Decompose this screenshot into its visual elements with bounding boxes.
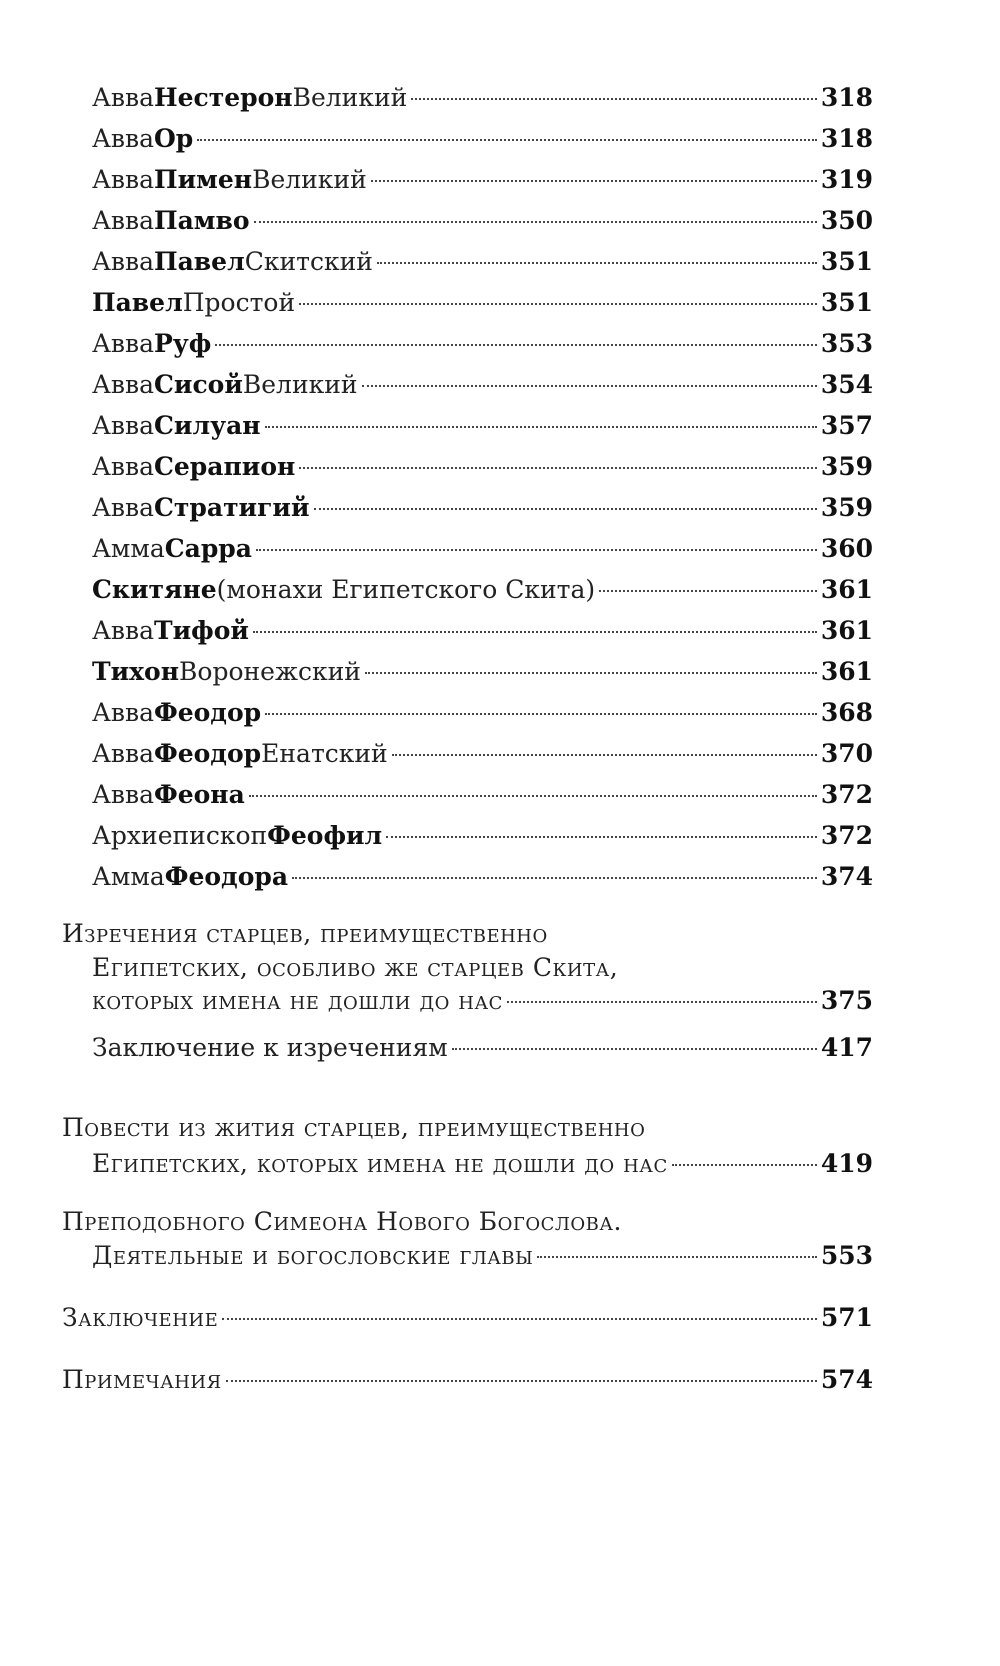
page-number: 359 [820, 493, 873, 522]
dot-leader [249, 795, 817, 797]
toc-entry [92, 328, 873, 360]
entry-name: Феофил [267, 821, 383, 850]
toc-entry [92, 287, 873, 319]
toc-entry [92, 820, 873, 852]
conclusion-title: Заключение [62, 1303, 219, 1332]
entry-prefix: Авва [92, 370, 154, 399]
entry-prefix: Авва [92, 329, 154, 358]
page-number: 574 [820, 1365, 873, 1394]
page-number: 359 [820, 452, 873, 481]
page-number: 370 [820, 739, 873, 768]
entry-prefix: Авва [92, 165, 154, 194]
entry-prefix: Авва [92, 247, 154, 276]
entry-name: Феона [154, 780, 245, 809]
entry-name: Памво [154, 206, 250, 235]
entry-suffix: (монахи Египетского Скита) [216, 575, 596, 604]
entry-prefix: Авва [92, 124, 154, 153]
toc-entry [92, 205, 873, 237]
page-number: 372 [820, 821, 873, 850]
page-number: 368 [820, 698, 873, 727]
entry-prefix: Авва [92, 411, 154, 440]
dot-leader [197, 139, 817, 141]
entry-name: Нестерон [154, 83, 293, 112]
toc-entry [92, 82, 873, 114]
toc-entry [92, 369, 873, 401]
entry-prefix: Авва [92, 493, 154, 522]
notes-title: Примечания [62, 1365, 222, 1394]
toc-entry [92, 779, 873, 811]
entry-prefix: Авва [92, 206, 154, 235]
entry-prefix: Авва [92, 739, 154, 768]
toc-entry [92, 410, 873, 442]
entry-prefix: Авва [92, 698, 154, 727]
dot-leader [265, 426, 817, 428]
conclusion-sayings-title: Заключение к изречениям [92, 1033, 448, 1062]
page-number: 553 [820, 1241, 873, 1270]
page-number: 351 [820, 247, 873, 276]
entry-prefix: Авва [92, 83, 154, 112]
entry-name: Тихон [92, 657, 180, 686]
entry-name: Пимен [154, 165, 253, 194]
entry-suffix: Великий [252, 165, 367, 194]
entry-prefix: Авва [92, 780, 154, 809]
dot-leader [299, 467, 817, 469]
page-number: 374 [820, 862, 873, 891]
notes-entry [62, 1364, 873, 1396]
entry-name: Руф [154, 329, 212, 358]
dot-leader [254, 221, 817, 223]
dot-leader [222, 1318, 817, 1320]
simeon-entry [92, 1240, 873, 1272]
dot-leader [411, 98, 817, 100]
page-number: 372 [820, 780, 873, 809]
sayings-entry [92, 985, 873, 1017]
entry-suffix: Простой [182, 288, 296, 317]
toc-entry [92, 492, 873, 524]
entry-prefix: Авва [92, 452, 154, 481]
dot-leader [292, 877, 817, 879]
page-number: 357 [820, 411, 873, 440]
entry-suffix: Великий [242, 370, 358, 399]
tales-entry [92, 1148, 873, 1180]
toc-entry [92, 451, 873, 483]
entry-suffix: Воронежский [179, 657, 361, 686]
sayings-heading-line2: Египетских, особливо же старцев Скита, [92, 953, 619, 982]
dot-leader [672, 1164, 817, 1166]
entry-prefix: Авва [92, 616, 154, 645]
dot-leader [386, 836, 817, 838]
dot-leader [226, 1380, 817, 1382]
dot-leader [299, 303, 817, 305]
dot-leader [452, 1048, 817, 1050]
entry-name: Феодор [154, 739, 262, 768]
entry-name: Серапион [154, 452, 296, 481]
dot-leader [314, 508, 817, 510]
entry-prefix: Амма [92, 862, 165, 891]
page-number: 361 [820, 575, 873, 604]
tales-heading-line1: Повести из жития старцев, преимущественно [62, 1113, 646, 1142]
sayings-heading-line3: которых имена не дошли до нас [92, 986, 503, 1015]
page-number: 351 [820, 288, 873, 317]
conclusion-sayings-entry [92, 1032, 873, 1064]
entry-name: Тифой [154, 616, 249, 645]
toc-entry [92, 574, 873, 606]
simeon-heading-line2: Деятельные и богословские главы [92, 1241, 534, 1270]
entry-name: Силуан [154, 411, 261, 440]
toc-entry [92, 123, 873, 155]
page-number: 360 [820, 534, 873, 563]
dot-leader [256, 549, 817, 551]
page-number: 419 [820, 1149, 873, 1178]
simeon-heading-line1: Преподобного Симеона Нового Богослова. [62, 1207, 622, 1236]
page-number: 571 [820, 1303, 873, 1332]
entry-suffix: Скитский [244, 247, 373, 276]
page-number: 318 [820, 83, 873, 112]
page-number: 319 [820, 165, 873, 194]
page-number: 361 [820, 616, 873, 645]
dot-leader [253, 631, 817, 633]
tales-heading-line2: Египетских, которых имена не дошли до нас [92, 1149, 668, 1178]
dot-leader [371, 180, 817, 182]
dot-leader [362, 385, 817, 387]
dot-leader [537, 1256, 816, 1258]
dot-leader [507, 1001, 817, 1003]
page-number: 354 [820, 370, 873, 399]
entry-name: Феодор [154, 698, 262, 727]
toc-entry [92, 164, 873, 196]
entry-name: Ор [154, 124, 194, 153]
entry-name: Сарра [164, 534, 252, 563]
page-number: 361 [820, 657, 873, 686]
toc-entry [92, 533, 873, 565]
entry-name: Сисой [154, 370, 243, 399]
toc-entry [92, 246, 873, 278]
dot-leader [377, 262, 817, 264]
conclusion-entry [62, 1302, 873, 1334]
page-number: 350 [820, 206, 873, 235]
page-number: 318 [820, 124, 873, 153]
toc-entry [92, 738, 873, 770]
dot-leader [599, 590, 817, 592]
entry-name: Скитяне [92, 575, 217, 604]
dot-leader [265, 713, 817, 715]
toc-entry [92, 697, 873, 729]
sayings-heading-line1: Изречения старцев, преимущественно [62, 919, 548, 948]
entry-suffix: Великий [292, 83, 408, 112]
entry-name: Павел [154, 247, 245, 276]
dot-leader [215, 344, 816, 346]
page-number: 375 [820, 986, 873, 1015]
entry-prefix: Архиепископ [92, 821, 268, 850]
entry-suffix: Енатский [261, 739, 388, 768]
page-number: 353 [820, 329, 873, 358]
entry-name: Стратигий [154, 493, 310, 522]
toc-entry [92, 615, 873, 647]
entry-name: Павел [92, 288, 183, 317]
dot-leader [392, 754, 817, 756]
page-number: 417 [820, 1033, 873, 1062]
toc-entry [92, 861, 873, 893]
entry-name: Феодора [164, 862, 289, 891]
dot-leader [365, 672, 817, 674]
toc-entry [92, 656, 873, 688]
entry-prefix: Амма [92, 534, 165, 563]
